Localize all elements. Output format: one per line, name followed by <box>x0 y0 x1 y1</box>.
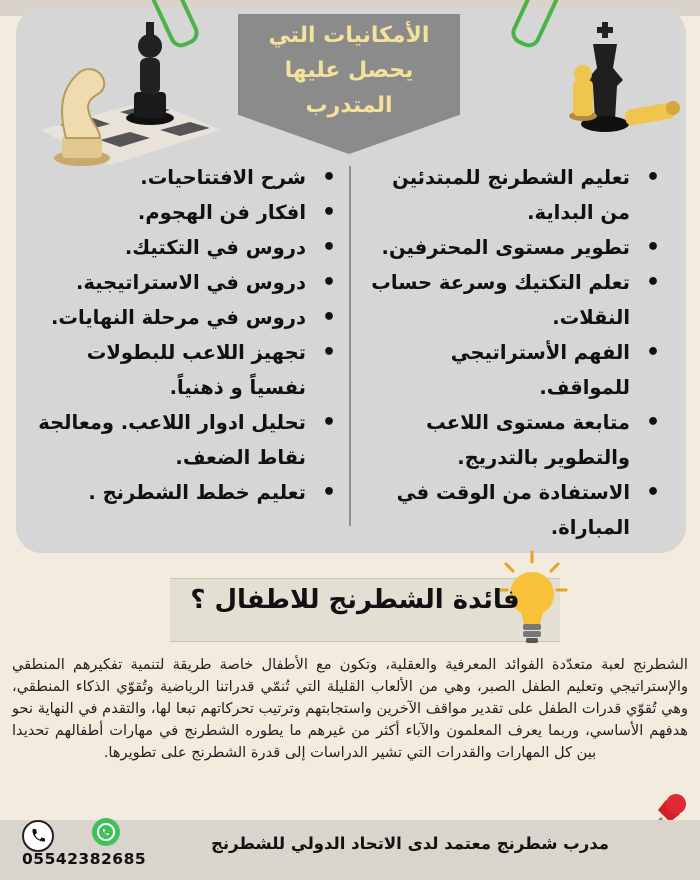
list-item: • تطوير مستوى المحترفين. <box>366 230 666 265</box>
phone-number[interactable]: 05542382685 <box>22 850 147 868</box>
list-item: • دروس في الاستراتيجية. <box>30 265 342 300</box>
column-divider <box>349 166 351 526</box>
chess-king-fallen-icon <box>624 101 680 126</box>
benefits-list-left <box>30 160 342 510</box>
list-item: • تعليم خطط الشطرنج . <box>30 475 342 510</box>
list-item: • تعلم التكتيك وسرعة حساب النقلات. <box>366 265 666 335</box>
list-item: • شرح الافتتاحيات. <box>30 160 342 195</box>
phone-icon[interactable] <box>22 820 54 852</box>
banner-title <box>238 18 460 123</box>
list-item: • متابعة مستوى اللاعب والتطوير بالتدريج. <box>366 405 666 475</box>
list-item: • دروس في مرحلة النهايات. <box>30 300 342 335</box>
footer-title: مدرب شطرنج معتمد لدى الاتحاد الدولي للشطرنج <box>210 834 609 853</box>
list-item: • افكار فن الهجوم. <box>30 195 342 230</box>
list-item: • تعليم الشطرنج للمبتدئين من البداية. <box>366 160 666 230</box>
list-item: • دروس في التكتيك. <box>30 230 342 265</box>
benefits-paragraph: الشطرنج لعبة متعدّدة الفوائد المعرفية والعقلية، وتكون مع الأطفال خاصة طريقة لتنمية تفكيرهم المنطقي والإستراتيجي وتعليم الطفل الصبر، وهي من الألعاب القليلة التي تُنمّي قدراتنا الرياضية وتُقوّي الذكاء المنطقي، وهي تُقوّي قدرات الطفل على تقدير مواقف الآخرين واستجابتهم وترتيب تحركاتهم تبعا لها، والتقدم في النهاية نحو هدفهم الأساسي، وربما يعرف المعلمون والآباء أكثر من غيرهم ما يطوره الشطرنج في مهارات أطفالهم تحديدا بين كل المهارات والقدرات التي تشير الدراسات إلى قدرة الشطرنج على تطويرها. <box>12 656 688 761</box>
chess-pieces-left-icon <box>30 20 220 170</box>
list-item: • الاستفادة من الوقت في المباراة. <box>366 475 666 545</box>
list-item: • الفهم الأستراتيجي للمواقف. <box>366 335 666 405</box>
list-item: • تحليل ادوار اللاعب. ومعالجة نقاط الضعف. <box>30 405 342 475</box>
banner-line: يحصل عليها <box>284 58 414 83</box>
banner-line: المتدرب <box>305 93 393 118</box>
whatsapp-icon[interactable] <box>92 818 120 846</box>
question-heading: فائدة الشطرنج للاطفال ؟ <box>190 585 520 615</box>
banner-line: الأمكانيات التي <box>268 23 430 48</box>
list-item: • تجهيز اللاعب للبطولات نفسياً و ذهنياً. <box>30 335 342 405</box>
benefits-list-right <box>366 160 666 545</box>
chess-pieces-right-icon <box>555 20 685 150</box>
